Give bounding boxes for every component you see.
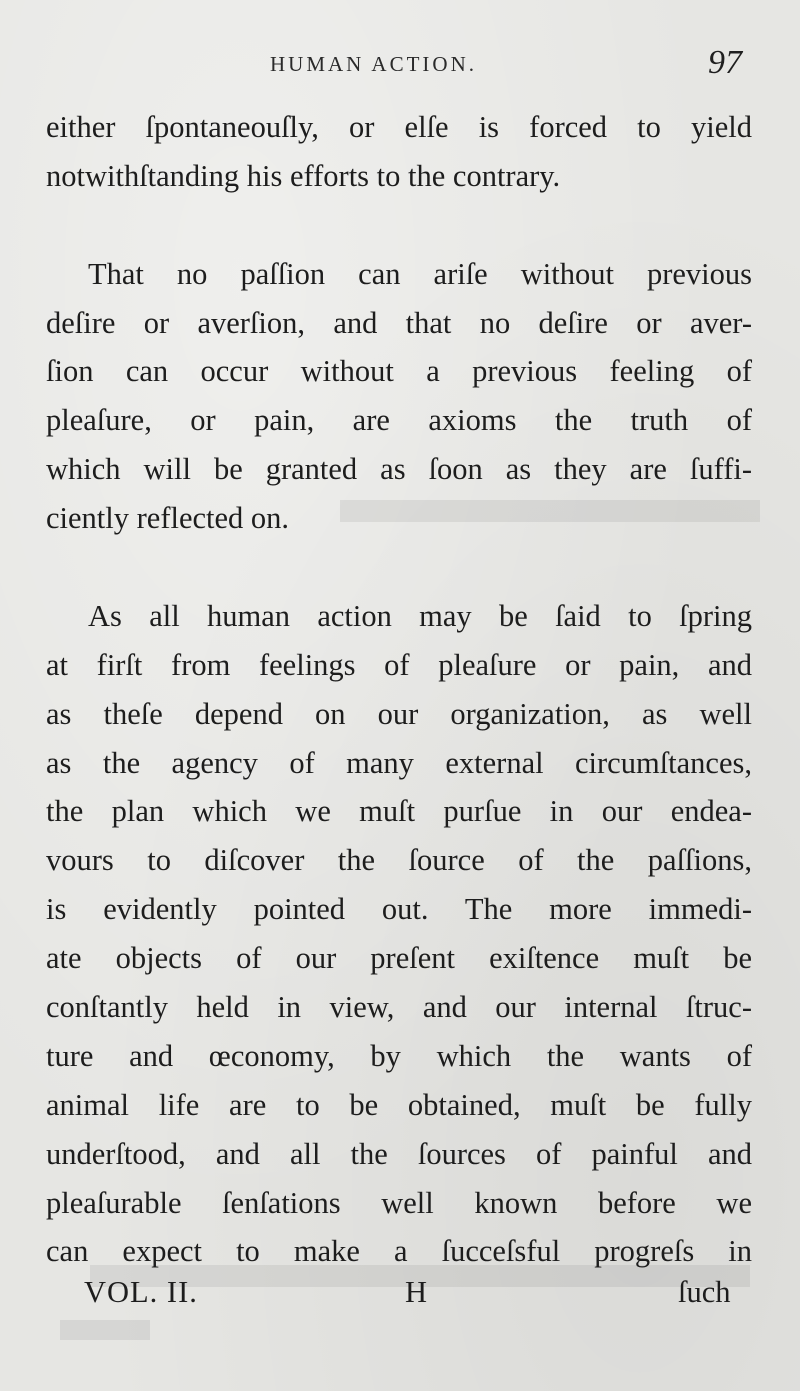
running-head: HUMAN ACTION. [270, 52, 477, 76]
text-line: ciently reflected on. [46, 501, 290, 536]
text-line: underſtood, and all the ſources of painful and [46, 1136, 752, 1171]
page-header [0, 44, 800, 88]
text-line: pleaſure, or pain, are axioms the truth of [46, 403, 752, 438]
text-line: can expect to make a ſucceſsful progreſs in [46, 1234, 752, 1269]
text-line: ate objects of our preſent exiſtence muſt be [46, 941, 752, 976]
text-line: notwithſtanding his efforts to the contrary. [46, 158, 561, 193]
catchword: ſuch [678, 1275, 731, 1309]
text-line: animal life are to be obtained, muſt be fully [46, 1087, 752, 1122]
text-line: As all human action may be ſaid to ſpring [88, 598, 752, 633]
text-line: vours to diſcover the ſource of the paſſions, [46, 843, 752, 878]
body-text [46, 103, 752, 1276]
text-line: ſion can occur without a previous feeling of [46, 354, 752, 389]
paragraph-1 [46, 103, 752, 201]
text-line: pleaſurable ſenſations well known before we [46, 1185, 752, 1220]
text-line: which will be granted as ſoon as they are ſuffi- [46, 452, 752, 487]
text-line: deſire or averſion, and that no deſire or aver- [46, 305, 752, 340]
text-line: as theſe depend on our organization, as well [46, 696, 752, 731]
page-footer [0, 1275, 800, 1320]
paragraph-gap [46, 201, 752, 250]
text-line: That no paſſion can ariſe without previous [88, 256, 752, 291]
signature-mark: H [405, 1275, 428, 1309]
paragraph-gap [46, 543, 752, 592]
text-line: conſtantly held in view, and our internal ſtruc- [46, 990, 752, 1025]
text-line: the plan which we muſt purſue in our endea- [46, 794, 752, 829]
volume-mark: VOL. II. [84, 1275, 198, 1309]
text-line: ture and œconomy, by which the wants of [46, 1038, 752, 1073]
paragraph-3 [46, 592, 752, 1276]
text-line: as the agency of many external circumſtances, [46, 745, 752, 780]
text-line: either ſpontaneouſly, or elſe is forced to yield [46, 110, 752, 144]
text-line: at firſt from feelings of pleaſure or pain, and [46, 647, 752, 682]
page-number: 97 [708, 44, 742, 81]
text-line: is evidently pointed out. The more immedi- [46, 892, 752, 927]
paragraph-2 [46, 250, 752, 543]
